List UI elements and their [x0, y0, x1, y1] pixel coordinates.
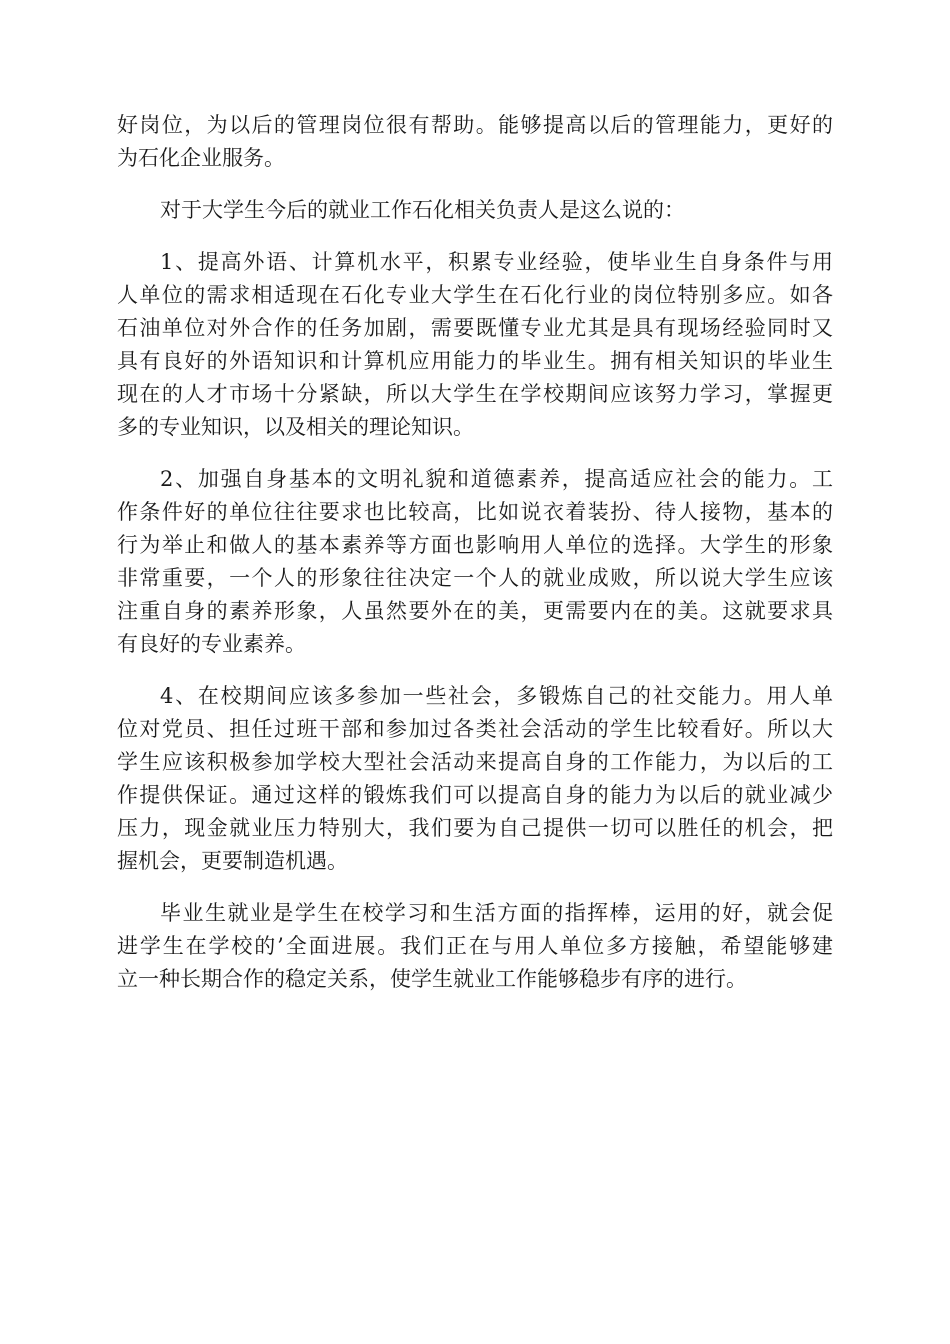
text-line: 2、加强自身基本的文明礼貌和道德素养，提高适应社会的能力。工 — [160, 467, 833, 491]
document-page — [117, 109, 833, 1015]
paragraph-point-2 — [117, 463, 833, 661]
text-line: 为石化企业服务。 — [117, 146, 285, 170]
paragraph-closing — [117, 897, 833, 996]
text-line: 好岗位，为以后的管理岗位很有帮助。能够提高以后的管理能力，更好的 — [117, 113, 833, 137]
text-line: 毕业生就业是学生在校学习和生活方面的指挥棒，运用的好，就会促 — [160, 901, 833, 925]
paragraph-point-1 — [117, 246, 833, 444]
text-line: 位对党员、担任过班干部和参加过各类社会活动的学生比较看好。所以大 — [117, 717, 833, 741]
text-line: 学生应该积极参加学校大型社会活动来提高自身的工作能力，为以后的工 — [117, 750, 833, 774]
text-line: 立一种长期合作的稳定关系，使学生就业工作能够稳步有序的进行。 — [117, 967, 747, 991]
paragraph-point-4 — [117, 680, 833, 878]
text-line: 4、在校期间应该多参加一些社会，多锻炼自己的社交能力。用人单 — [160, 684, 833, 708]
text-line: 作提供保证。通过这样的锻炼我们可以提高自身的能力为以后的就业减少 — [117, 783, 833, 807]
text-line: 非常重要，一个人的形象往往决定一个人的就业成败，所以说大学生应该 — [117, 566, 833, 590]
text-line: 握机会，更要制造机遇。 — [117, 849, 348, 873]
text-line: 有良好的专业素养。 — [117, 632, 306, 656]
paragraph-continuation — [117, 109, 833, 175]
text-line: 压力，现金就业压力特别大，我们要为自己提供一切可以胜任的机会，把 — [117, 816, 833, 840]
text-line: 具有良好的外语知识和计算机应用能力的毕业生。拥有相关知识的毕业生 — [117, 349, 833, 373]
text-line: 多的专业知识，以及相关的理论知识。 — [117, 415, 474, 439]
text-line: 对于大学生今后的就业工作石化相关负责人是这么说的： — [160, 198, 685, 222]
text-line: 作条件好的单位往往要求也比较高，比如说衣着装扮、待人接物，基本的 — [117, 500, 833, 524]
text-line: 现在的人才市场十分紧缺，所以大学生在学校期间应该努力学习，掌握更 — [117, 382, 833, 406]
paragraph-intro — [117, 194, 833, 227]
text-line: 行为举止和做人的基本素养等方面也影响用人单位的选择。大学生的形象 — [117, 533, 833, 557]
text-line: 进学生在学校的’全面进展。我们正在与用人单位多方接触，希望能够建 — [117, 934, 833, 958]
text-line: 注重自身的素养形象，人虽然要外在的美，更需要内在的美。这就要求具 — [117, 599, 833, 623]
text-line: 石油单位对外合作的任务加剧，需要既懂专业尤其是具有现场经验同时又 — [117, 316, 833, 340]
text-line: 1、提高外语、计算机水平，积累专业经验，使毕业生自身条件与用 — [160, 250, 833, 274]
text-line: 人单位的需求相适现在石化专业大学生在石化行业的岗位特别多应。如各 — [117, 283, 833, 307]
